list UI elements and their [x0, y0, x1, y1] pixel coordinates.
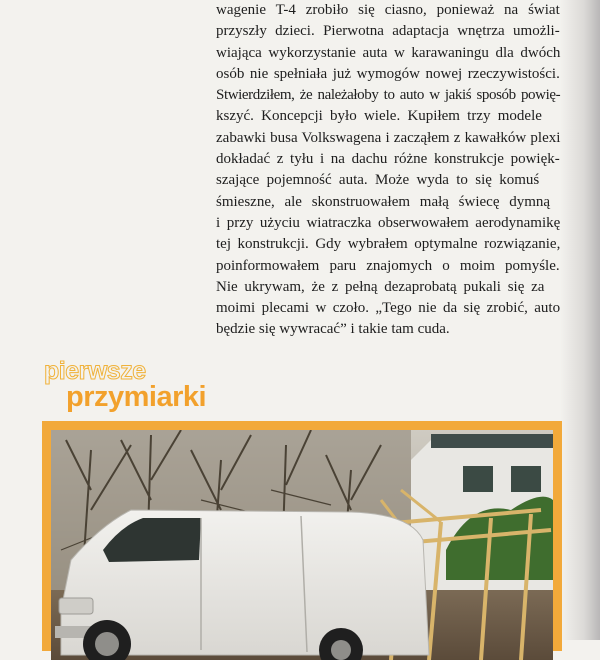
text-line: tej konstrukcji. Gdy wybrałem optymalne rozwiązanie,: [216, 236, 561, 253]
article-body-text: [216, 0, 560, 341]
van-photo: [51, 430, 553, 660]
section-heading-line-2: przymiarki: [66, 381, 207, 413]
text-line: moimi plecami w czoło. „Tego nie da się zrobić, auto: [216, 300, 561, 317]
text-line: szające pojemność auta. Może wyda to się komuś: [216, 172, 540, 189]
text-line: i przy użyciu wiatraczka obserwowałem aerodynamikę: [216, 214, 561, 231]
page-gutter-shadow: [560, 0, 600, 640]
van-photo-illustration: [51, 430, 553, 660]
text-line: śmieszne, ale skonstruowałem małą świecę dymną: [216, 193, 551, 210]
text-line: Nie ukrywam, że z pełną dezaprobatą pukali się za: [216, 278, 545, 295]
text-line: będzie się wywracać” i takie tam cuda.: [216, 321, 450, 338]
text-line: poinformowałem paru znajomych o moim pomyśle.: [216, 257, 560, 274]
photo-frame: [42, 421, 562, 651]
text-line: osób nie spełniała już wymogów nowej rzeczywistości.: [216, 65, 560, 82]
text-line: wiająca wykorzystanie auta w karawaningu dla dwóch: [216, 44, 561, 61]
text-line: Stwierdziłem, że należałoby to auto w jakiś sposób powię-: [216, 87, 561, 104]
van: [55, 510, 429, 660]
text-line: wagenie T-4 zrobiło się ciasno, ponieważ na świat: [216, 2, 560, 18]
section-heading-line-1: pierwsze: [44, 357, 146, 385]
text-line: przyszły dzieci. Pierwotna adaptacja wnętrza umożli-: [216, 23, 560, 40]
section-heading: [44, 357, 207, 413]
text-line: kszyć. Koncepcji było wiele. Kupiłem trzy modele: [216, 108, 542, 125]
text-line: zabawki busa Volkswagena i zacząłem z kawałków plexi: [216, 129, 561, 146]
text-line: dokładać z tyłu i na dachu różne konstrukcje powięk-: [216, 151, 560, 168]
